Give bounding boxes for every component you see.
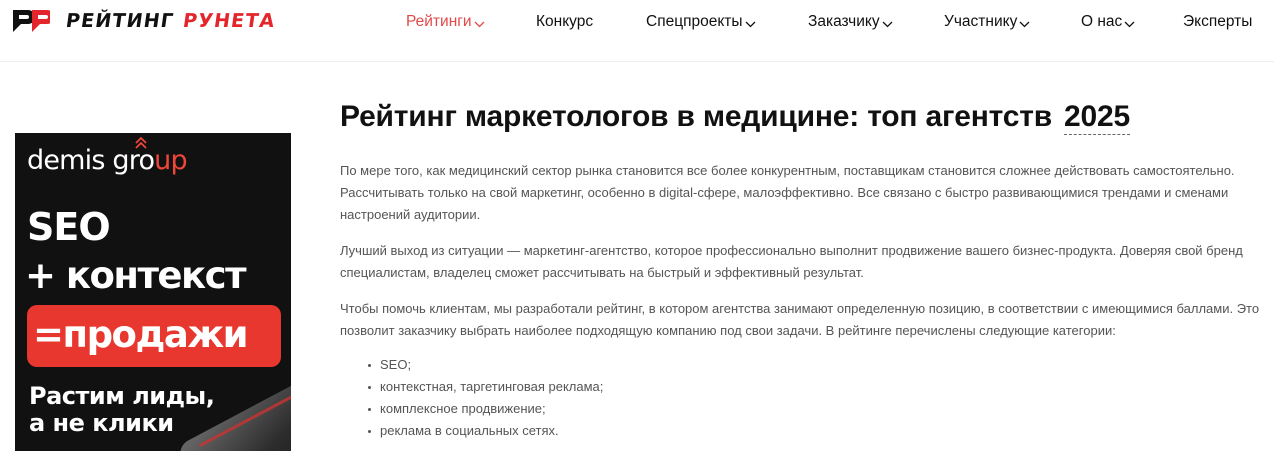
intro-paragraph: По мере того, как медицинский сектор рынка становится все более конкурентным, поставщикам становится сложнее действовать самостоятельно. Рассчитывать только на свой маркетинг, особенно в digital-сфере, малоэффективно. Все связано с быстро развивающимися трендами и сменами настроений аудитории. (340, 163, 1235, 222)
nav-item-label: Участнику (944, 13, 1018, 30)
nav-item-for-customer[interactable] (808, 13, 893, 31)
list-item: комплексное продвижение; (360, 398, 1260, 420)
list-item: реклама в социальных сетях. (360, 420, 1260, 442)
body-paragraph: Лучший выход из ситуации — маркетинг-агентство, которое профессионально выполнит продвижение вашего бизнес-продукта. Доверяя свой бренд специалистам, владелец сможет рассчитывать на быстрый и эффективный результат. (340, 243, 1243, 280)
site-header (0, 0, 1274, 62)
main-nav (0, 13, 1274, 35)
nav-item-label: Эксперты (1183, 13, 1253, 30)
double-chevron-up-icon (134, 136, 148, 150)
body-paragraph: Чтобы помочь клиентам, мы разработали рейтинг, в котором агентства занимают определенную позицию, в соответствии с имеющимися баллами. Это позволит заказчику выбрать наиболее подходящую компанию под свои задачи. В рейтинге перечислены следующие категории: (340, 301, 1260, 338)
logo-word-rating: РЕЙТИНГ (64, 10, 176, 32)
ad-banner[interactable] (15, 133, 291, 451)
nav-item-label: Заказчику (808, 13, 880, 30)
list-item: SEO; (360, 354, 1260, 376)
nav-item-special-projects[interactable] (646, 13, 756, 31)
banner-sales-pill (27, 305, 281, 367)
page-title-text: Рейтинг маркетологов в медицине: топ агентств (340, 100, 1052, 133)
nav-item-about[interactable] (1081, 13, 1135, 31)
chevron-down-icon (882, 21, 893, 28)
logo-word-runeta: РУНЕТА (181, 10, 277, 32)
category-list (360, 354, 1260, 442)
nav-item-label: Конкурс (536, 13, 594, 30)
nav-item-contest[interactable] (536, 13, 593, 31)
nav-item-ratings[interactable] (406, 13, 485, 31)
list-item: контекстная, таргетинговая реклама; (360, 376, 1260, 398)
article-content (340, 100, 1260, 442)
banner-tagline-line2: а не клики (29, 409, 174, 437)
banner-brand-logo (27, 145, 187, 176)
banner-headline-context: + контекст (25, 254, 246, 297)
year-selector[interactable]: 2025 (1063, 100, 1130, 133)
nav-item-label: Рейтинги (406, 13, 472, 30)
banner-sales-label: =продажи (33, 313, 248, 356)
nav-item-experts[interactable] (1183, 13, 1252, 31)
nav-item-label: О нас (1081, 13, 1123, 30)
banner-tagline (29, 383, 214, 437)
banner-brand-accent: up (154, 145, 187, 176)
chevron-down-icon (474, 21, 485, 28)
page-title (340, 100, 1260, 142)
chevron-down-icon (1124, 21, 1135, 28)
nav-item-label: Спецпроекты (646, 13, 743, 30)
chevron-down-icon (745, 21, 756, 28)
banner-tagline-line1: Растим лиды, (29, 382, 215, 410)
chevron-down-icon (1019, 21, 1030, 28)
nav-item-for-participant[interactable] (944, 13, 1030, 31)
banner-headline-seo: SEO (27, 205, 110, 249)
banner-brand-main: demis gro (27, 145, 155, 176)
